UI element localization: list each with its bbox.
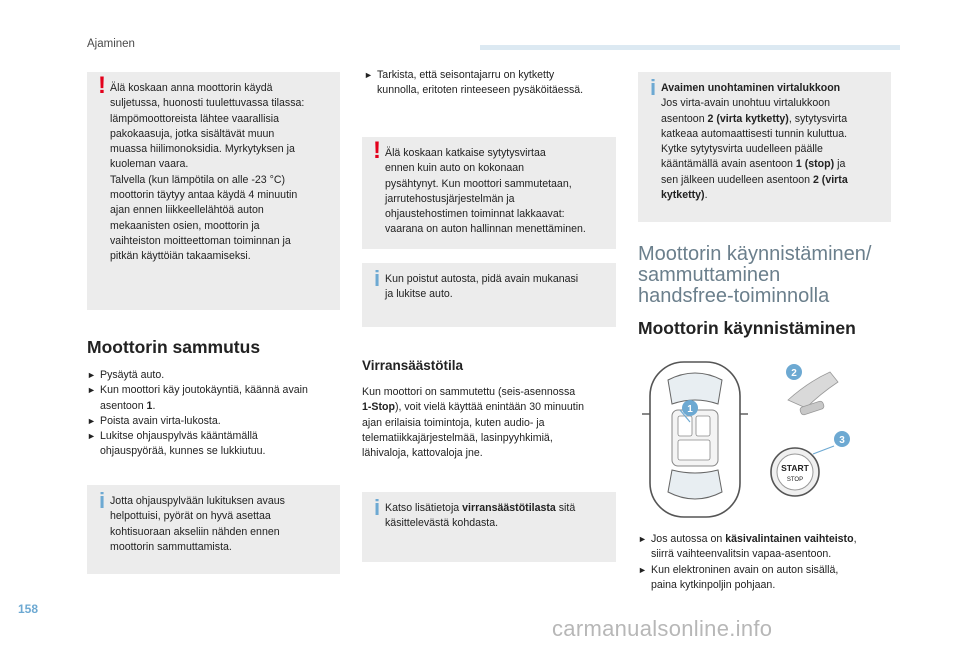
text-line: pysähtynyt. Kun moottori sammutetaan, bbox=[385, 177, 572, 190]
text-line: käsittelevästä kohdasta. bbox=[385, 517, 499, 530]
text-line: kuoleman vaara. bbox=[110, 158, 189, 171]
bullet-icon: ► bbox=[364, 70, 373, 80]
text-line: Jos virta-avain unohtuu virtalukkoon bbox=[661, 97, 831, 110]
text-line: vaarana on auton hallinnan menettäminen. bbox=[385, 223, 586, 236]
list-item: ► Pysäytä auto. bbox=[87, 368, 347, 383]
parking-brake-check bbox=[364, 68, 624, 99]
info-text bbox=[385, 272, 608, 303]
text-line: muassa hiilimonoksidia. Myrkytyksen ja bbox=[110, 143, 295, 156]
text-line: lämpömoottoreista lähtee vaarallisia bbox=[110, 112, 279, 125]
text-line: Älä koskaan katkaise sytytysvirtaa bbox=[385, 147, 546, 159]
warning-box-exhaust bbox=[87, 72, 340, 310]
text-line: Talvella (kun lämpötila on alle -23 °C) bbox=[110, 173, 285, 186]
text-line: kohtisuoraan akseliin nähden ennen bbox=[110, 525, 280, 538]
info-text bbox=[110, 494, 332, 555]
info-box-take-key bbox=[362, 263, 616, 327]
list-item: ► Jos autossa on käsivalintainen vaihteisto, siirrä vaihteenvalitsin vapaa-asentoon. bbox=[638, 533, 857, 561]
header-bar bbox=[480, 45, 900, 50]
text-line: ennen kuin auto on kokonaan bbox=[385, 162, 525, 175]
text-line: jarrutehostusjärjestelmän ja bbox=[385, 192, 515, 205]
text-line: vaihteiston moitteettoman toiminnan ja bbox=[110, 234, 291, 247]
info-icon: i bbox=[373, 266, 381, 291]
text-line: Kytke sytytysvirta uudelleen päälle bbox=[661, 143, 823, 156]
text-line: kytketty). bbox=[661, 189, 708, 202]
svg-text:STOP: STOP bbox=[786, 477, 804, 483]
list-item: ► Kun elektroninen avain on auton sisällä, paina kytkinpoljin pohjaan. bbox=[638, 563, 839, 591]
title-line: Moottorin käynnistäminen/ bbox=[638, 243, 872, 265]
car-top-view-icon bbox=[642, 362, 748, 517]
heading-engine-stop: Moottorin sammutus bbox=[87, 337, 261, 357]
text-line: moottorin täytyy antaa käydä 4 minuutin bbox=[110, 189, 298, 202]
text-line: Jotta ohjauspylvään lukituksen avaus bbox=[110, 495, 285, 507]
list-item: ► Kun moottori käy joutokäyntiä, käännä avain asentoon 1. bbox=[87, 384, 308, 412]
info-box-steering-lock bbox=[87, 485, 340, 574]
text-line: katkeaa automaattisesti tunnin kuluttua. bbox=[661, 127, 848, 140]
info-icon: i bbox=[649, 75, 657, 100]
info-text bbox=[661, 81, 883, 203]
bullet-icon: ► bbox=[87, 431, 96, 442]
engine-stop-steps bbox=[87, 368, 347, 460]
text-line: sen jälkeen uudelleen asentoon 2 (virta bbox=[661, 173, 848, 186]
start-illustration bbox=[638, 342, 898, 522]
section-title-handsfree bbox=[638, 244, 871, 307]
text-line: ajan ennen liikkeellelähtöä auton bbox=[110, 204, 264, 217]
heading-engine-start: Moottorin käynnistäminen bbox=[638, 318, 856, 338]
text-line: ja lukitse auto. bbox=[385, 288, 453, 301]
info-text bbox=[385, 501, 608, 532]
text-line: kääntämällä avain asentoon 1 (stop) ja bbox=[661, 158, 846, 171]
warning-box-ignition bbox=[362, 137, 616, 249]
text-line: helpottuisi, pyörät on hyvä asettaa bbox=[110, 510, 271, 523]
text-line: pitkän käyttöiän takaamiseksi. bbox=[110, 250, 251, 263]
info-icon: i bbox=[98, 488, 106, 513]
warning-icon: ! bbox=[373, 137, 381, 164]
text-line: pakokaasuja, jotka sisältävät muun bbox=[110, 127, 275, 140]
svg-text:1: 1 bbox=[687, 404, 693, 415]
svg-text:3: 3 bbox=[839, 435, 845, 446]
text-line: Katso lisätietoja virransäästötilasta sitä bbox=[385, 502, 576, 514]
page-number: 158 bbox=[18, 602, 39, 616]
text-line: ohjaustehostimen toiminnat lakkaavat: bbox=[385, 208, 565, 221]
bullet-icon: ► bbox=[87, 385, 96, 396]
heading-energy-saving: Virransäästötila bbox=[362, 358, 464, 373]
list-item: ► Lukitse ohjauspylväs kääntämällä ohjauspyörää, kunnes se lukkiutuu. bbox=[87, 430, 266, 458]
bullet-icon: ► bbox=[87, 370, 96, 380]
text-line: Älä koskaan anna moottorin käydä bbox=[110, 82, 273, 94]
text-line: asentoon 2 (virta kytketty), sytytysvirta bbox=[661, 112, 848, 125]
bullet-icon: ► bbox=[638, 564, 647, 575]
watermark: carmanualsonline.info bbox=[552, 616, 773, 641]
bullet-icon: ► bbox=[87, 415, 96, 426]
engine-start-steps bbox=[638, 532, 903, 593]
warning-text bbox=[110, 81, 332, 265]
title-line: handsfree-toiminnolla bbox=[638, 285, 830, 307]
list-item: ► Poista avain virta-lukosta. bbox=[87, 414, 347, 429]
info-icon: i bbox=[373, 495, 381, 520]
warning-text bbox=[385, 146, 608, 238]
info-box-key-forgotten bbox=[638, 72, 891, 222]
svg-text:START: START bbox=[781, 463, 809, 473]
list-item: ► Tarkista, että seisontajarru on kytketty kunnolla, eritoten rinteeseen pysäköitäessä. bbox=[364, 69, 584, 97]
warning-icon: ! bbox=[98, 72, 106, 99]
text-line: moottorin sammuttamista. bbox=[110, 540, 232, 553]
text-line: Avaimen unohtaminen virtalukkoon bbox=[661, 82, 841, 94]
text-line: suljetussa, huonosti tuulettuvassa tilassa: bbox=[110, 97, 305, 110]
bullet-icon: ► bbox=[638, 534, 647, 544]
text-line: mekaanisten osien, moottorin ja bbox=[110, 219, 260, 232]
svg-text:2: 2 bbox=[791, 368, 797, 379]
energy-saving-paragraph: Kun moottori on sammutettu (seis-asennossa 1-Stop), voit vielä käyttää enintään 30 minuutin ajan erilaisia toimintoja, kuten audio- ja telematiikkajärjestelmää, lasinpyyhkimiä, lähivaloja, kattovaloja jne. bbox=[362, 386, 585, 460]
info-box-energy-saving bbox=[362, 492, 616, 562]
text-line: Kun poistut autosta, pidä avain mukanasi bbox=[385, 273, 579, 285]
title-line: sammuttaminen bbox=[638, 264, 781, 286]
section-label: Ajaminen bbox=[87, 38, 135, 50]
